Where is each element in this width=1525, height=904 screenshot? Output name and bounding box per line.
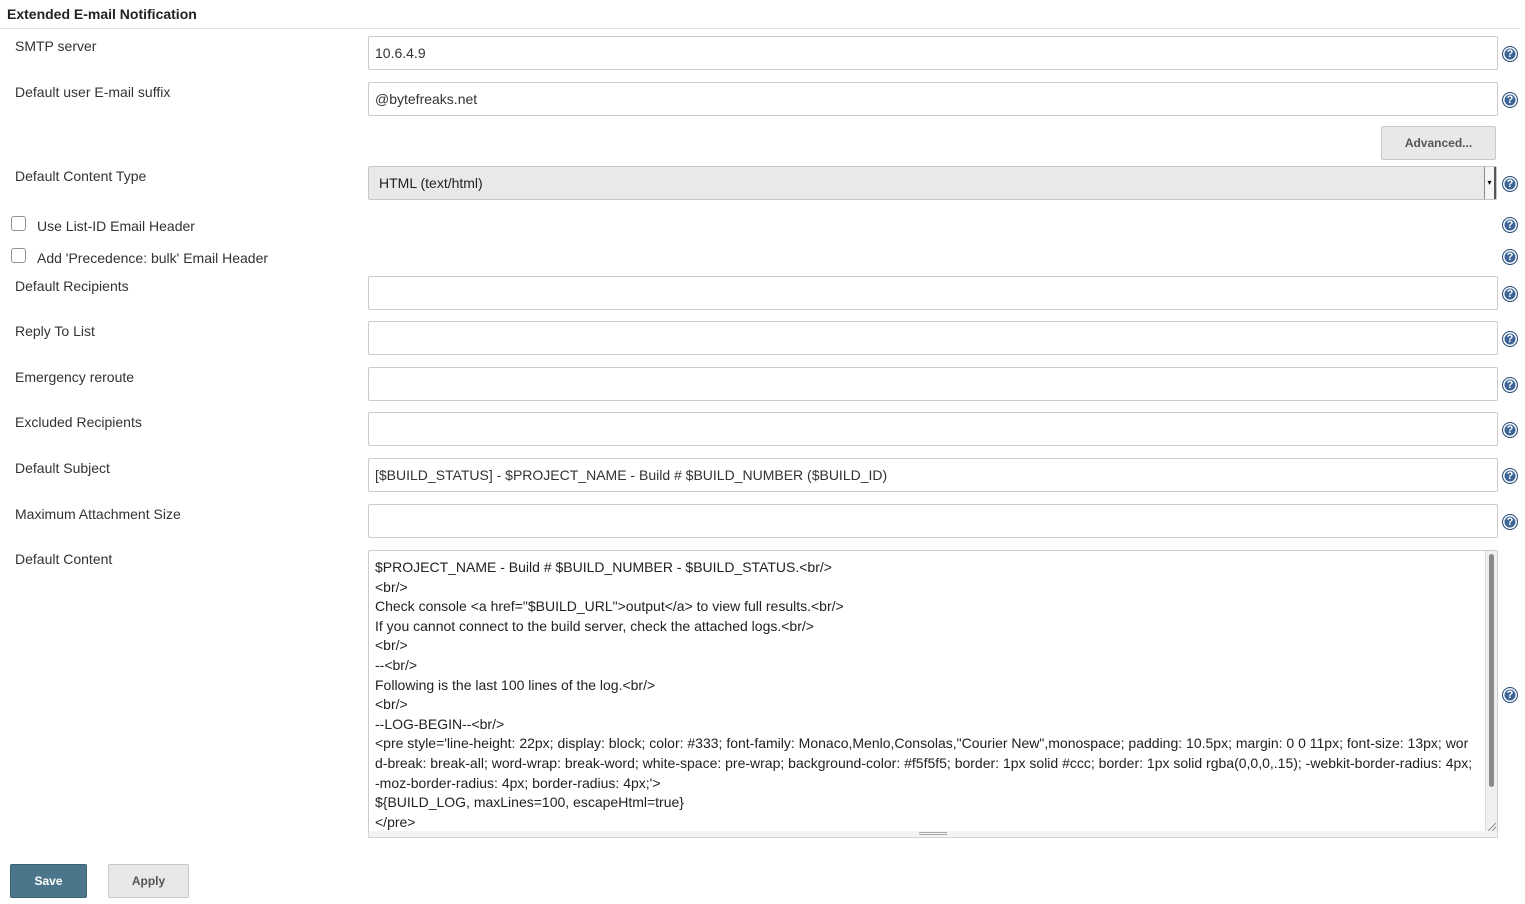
content-type-select[interactable]	[368, 166, 1497, 200]
help-icon[interactable]: ?	[1502, 249, 1518, 265]
apply-button[interactable]: Apply	[108, 864, 189, 898]
section-header: Extended E-mail Notification	[7, 6, 197, 22]
default-content-textarea[interactable]	[368, 550, 1498, 833]
content-type-selected-value: HTML (text/html)	[379, 175, 483, 191]
default-subject-input[interactable]: [$BUILD_STATUS] - $PROJECT_NAME - Build # $BUILD_NUMBER ($BUILD_ID)	[368, 458, 1498, 492]
help-icon[interactable]: ?	[1502, 331, 1518, 347]
advanced-button[interactable]: Advanced...	[1381, 126, 1496, 160]
list-id-checkbox[interactable]	[11, 216, 26, 231]
emergency-reroute-label: Emergency reroute	[15, 369, 135, 385]
help-icon[interactable]: ?	[1502, 377, 1518, 393]
smtp-server-label: SMTP server	[15, 38, 97, 54]
reply-to-label: Reply To List	[15, 323, 95, 339]
section-divider	[0, 28, 1520, 29]
resize-corner-icon[interactable]	[1488, 823, 1496, 831]
help-icon[interactable]: ?	[1502, 422, 1518, 438]
smtp-server-input[interactable]: 10.6.4.9	[368, 36, 1498, 70]
excluded-recipients-input[interactable]	[368, 412, 1498, 446]
help-icon[interactable]: ?	[1502, 46, 1518, 62]
grip-line	[919, 832, 947, 833]
excluded-recipients-label: Excluded Recipients	[15, 414, 142, 430]
email-suffix-input[interactable]: @bytefreaks.net	[368, 82, 1498, 116]
default-content-label: Default Content	[15, 551, 113, 567]
help-icon[interactable]: ?	[1502, 468, 1518, 484]
save-button[interactable]: Save	[10, 864, 87, 898]
list-id-checkbox-label[interactable]: Use List-ID Email Header	[37, 218, 195, 234]
textarea-resize-grip[interactable]	[368, 831, 1498, 838]
default-recipients-label: Default Recipients	[15, 278, 129, 294]
chevron-down-icon[interactable]: ▾	[1484, 167, 1496, 199]
reply-to-input[interactable]	[368, 321, 1498, 355]
help-icon[interactable]: ?	[1502, 687, 1518, 703]
emergency-reroute-input[interactable]	[368, 367, 1498, 401]
help-icon[interactable]: ?	[1502, 286, 1518, 302]
default-subject-label: Default Subject	[15, 460, 110, 476]
email-suffix-label: Default user E-mail suffix	[15, 84, 171, 100]
precedence-bulk-checkbox[interactable]	[11, 248, 26, 263]
help-icon[interactable]: ?	[1502, 92, 1518, 108]
precedence-bulk-checkbox-label[interactable]: Add 'Precedence: bulk' Email Header	[37, 250, 269, 266]
textarea-scrollbar[interactable]	[1485, 551, 1497, 832]
max-attachment-input[interactable]	[368, 504, 1498, 538]
help-icon[interactable]: ?	[1502, 514, 1518, 530]
help-icon[interactable]: ?	[1502, 176, 1518, 192]
max-attachment-label: Maximum Attachment Size	[15, 506, 181, 522]
default-content-text: $PROJECT_NAME - Build # $BUILD_NUMBER - $BUILD_STATUS.<br/> <br/> Check console <a href="$BUILD_URL">output</a> to view full results.<br/> If you cannot connect to the build server, check the attached logs.<br/> <br/> --<br/> Following is the last 100 lines of the log.<br/> <br/> --LOG-BEGIN--<br/> <pre style='line-height: 22px; display: block; color: #333; font-family: Monaco,Menlo,Consolas,"Courier New",monospace; padding: 10.5px; margin: 0 0 11px; font-size: 13px; word-break: break-all; word-wrap: break-word; white-space: pre-wrap; background-color: #f5f5f5; border: 1px solid #ccc; border: 1px solid rgba(0,0,0,.15); -webkit-border-radius: 4px; -moz-border-radius: 4px; border-radius: 4px;'> ${BUILD_LOG, maxLines=100, escapeHtml=true} </pre>	[375, 559, 1473, 830]
help-icon[interactable]: ?	[1502, 217, 1518, 233]
content-type-label: Default Content Type	[15, 168, 147, 184]
scrollbar-thumb[interactable]	[1489, 554, 1494, 787]
grip-line	[919, 834, 947, 835]
default-recipients-input[interactable]	[368, 276, 1498, 310]
